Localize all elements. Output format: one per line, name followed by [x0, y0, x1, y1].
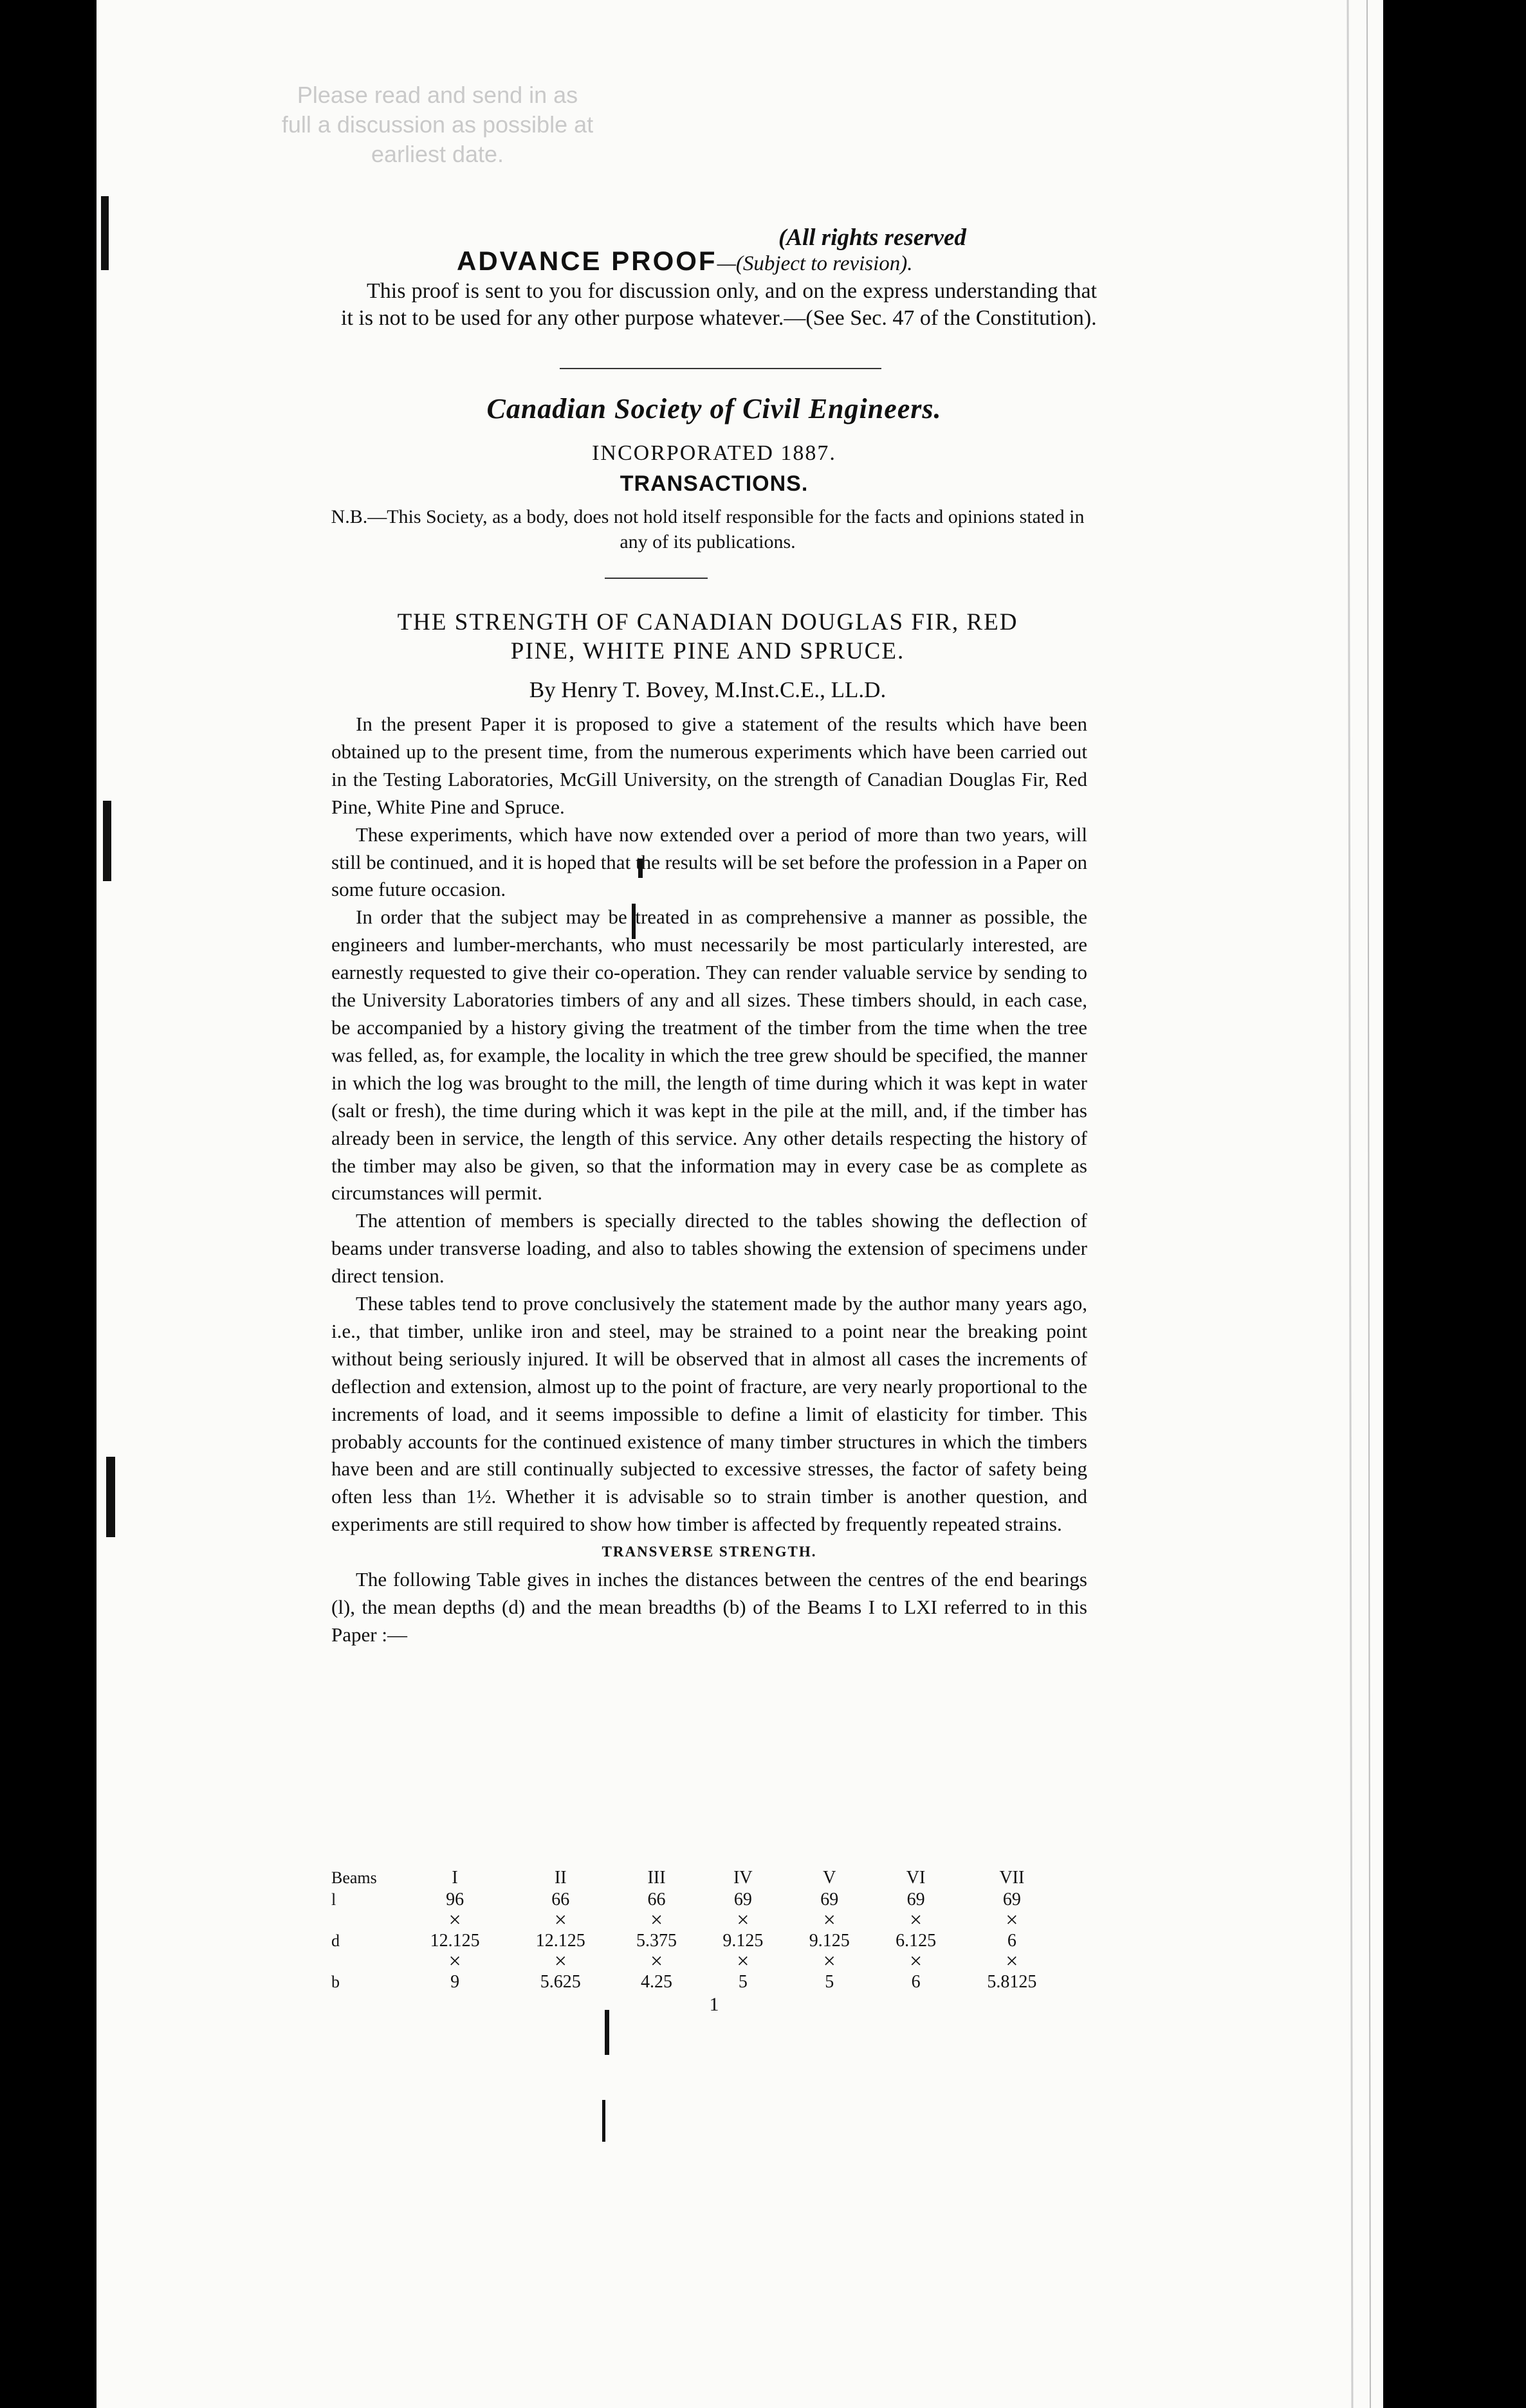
table-cell: 69: [820, 1890, 839, 1910]
column-header: VI: [906, 1868, 926, 1888]
row-label: d: [331, 1931, 340, 1950]
divider-rule: [560, 368, 881, 369]
transactions-heading: TRANSACTIONS.: [620, 471, 809, 496]
proof-notice: This proof is sent to you for discussion only, and on the express understanding that it is not to be used for any other purpose whatever.—(See Sec. 47 of the Constitution).: [341, 279, 1097, 330]
times-symbol: ×: [554, 1949, 567, 1973]
column-header: V: [823, 1868, 836, 1888]
table-cell: 69: [733, 1890, 752, 1910]
times-symbol: ×: [1006, 1908, 1018, 1932]
table-cell: 69: [1002, 1890, 1021, 1910]
times-symbol: ×: [823, 1949, 836, 1973]
column-header: IV: [733, 1868, 753, 1888]
author-byline: By Henry T. Bovey, M.Inst.C.E., LL.D.: [529, 677, 887, 702]
times-symbol: ×: [554, 1908, 567, 1932]
table-cell: 5.375: [636, 1931, 677, 1951]
table-cell: 69: [906, 1890, 925, 1910]
row-label: l: [331, 1890, 336, 1909]
table-cell: 9.125: [722, 1931, 764, 1951]
divider-rule: [605, 578, 708, 579]
paragraph: The attention of members is specially directed to the tables showing the deflection of beams under transverse loading, and also to tables showing the extension of specimens under direct tension.: [331, 1209, 1087, 1288]
column-header: II: [554, 1868, 567, 1888]
advance-proof-heading: ADVANCE PROOF—(Subject to revision).: [457, 246, 913, 276]
table-cell: 6: [1007, 1931, 1016, 1951]
column-header: III: [647, 1868, 666, 1888]
table-row: [331, 1889, 1065, 1911]
beams-table: [331, 1867, 1065, 1993]
times-symbol: ×: [737, 1949, 749, 1973]
paragraph: In order that the subject may be treated in as comprehensive a manner as possible, the engineers and lumber-merchants, who must necessarily be most particularly interested, are earnestly requested to give their co-operation. They can render valuable service by sending to the University Laboratories timbers of any and all sizes. These timbers should, in each case, be accompanied by a history giving the treatment of the timber from the time when the tree was felled, as, for example, the locality in which the tree grew should be specified, the manner in which the log was brought to the mill, the length of time during which it was kept in water (salt or fresh), the time during which it was kept in the pile at the mill, and, if the timber has already been in service, the length of this service. Any other details respecting the history of the timber may also be given, so that the information may in every case be as complete as circumstances will permit.: [331, 906, 1087, 1205]
scan-edge-mark: [106, 1457, 115, 1537]
table-cell: 66: [647, 1890, 666, 1910]
times-symbol: ×: [909, 1949, 923, 1973]
page-number: 1: [709, 1994, 719, 2015]
table-row: [331, 1971, 1065, 1993]
table-cell: 12.125: [535, 1931, 585, 1951]
scan-edge-mark: [101, 196, 109, 270]
table-cell: 66: [551, 1890, 570, 1910]
table-cell: 96: [446, 1890, 464, 1910]
handstamp-note: Please read and send in as full a discussion as possible at earliest date.: [281, 82, 594, 167]
table-cell: 5.625: [540, 1972, 581, 1992]
table-cell: 4.25: [641, 1972, 673, 1992]
times-row: [331, 1952, 1065, 1971]
table-row: [331, 1930, 1065, 1952]
table-header-row: [331, 1867, 1065, 1889]
table-cell: 12.125: [430, 1931, 480, 1951]
times-row: [331, 1911, 1065, 1930]
table-cell: 9.125: [809, 1931, 850, 1951]
table-header-label: Beams: [331, 1868, 377, 1887]
table-cell: 6: [911, 1972, 921, 1992]
table-cell: 9: [450, 1972, 460, 1992]
times-symbol: ×: [448, 1949, 461, 1973]
times-symbol: ×: [1006, 1949, 1018, 1973]
paper-title: THE STRENGTH OF CANADIAN DOUGLAS FIR, RED PINE, WHITE PINE AND SPRUCE.: [397, 609, 1018, 664]
paragraph: The following Table gives in inches the distances between the centres of the end bearings (l), the mean depths (d) and the mean breadths (b) of the Beams I to LXI referred to in this Paper :—: [331, 1568, 1087, 1646]
section-subheading: TRANSVERSE STRENGTH.: [602, 1544, 817, 1560]
scan-edge-mark: [103, 801, 111, 881]
times-symbol: ×: [650, 1908, 663, 1932]
times-symbol: ×: [448, 1908, 461, 1932]
document-page: [97, 0, 1383, 2408]
nb-disclaimer: N.B.—This Society, as a body, does not hold itself responsible for the facts and opinions stated in any of its publications.: [331, 506, 1085, 552]
times-symbol: ×: [650, 1949, 663, 1973]
column-header: VII: [999, 1868, 1025, 1888]
paragraph: These experiments, which have now extended over a period of more than two years, will still be continued, and it is hoped that the results will be set before the profession in a Paper on some future occasion.: [331, 823, 1087, 901]
table-cell: 5: [738, 1972, 748, 1992]
table-cell: 6.125: [896, 1931, 937, 1951]
incorporated-line: INCORPORATED 1887.: [592, 441, 836, 465]
paragraph: In the present Paper it is proposed to give a statement of the results which have been obtained up to the present time, from the numerous experiments which have been carried out in the Testing Laboratories, McGill University, on the strength of Canadian Douglas Fir, Red Pine, White Pine and Spruce.: [331, 713, 1087, 818]
rights-reserved: (All rights reserved: [778, 224, 966, 251]
times-symbol: ×: [909, 1908, 923, 1932]
paragraph: These tables tend to prove conclusively the statement made by the author many years ago, i.e., that timber, unlike iron and steel, may be strained to a point near the breaking point without being seriously injured. It will be observed that in almost all cases the increments of deflection and extension, almost up to the point of fracture, are very nearly proportional to the increments of load, and it seems impossible to define a limit of elasticity for timber. This probably accounts for the continued existence of many timber structures in which the timbers have been and are still continually subjected to excessive stresses, the factor of safety being often less than 1½. Whether it is advisable so to strain timber is another question, and experiments are still required to show how timber is affected by frequently repeated strains.: [331, 1292, 1087, 1536]
times-symbol: ×: [737, 1908, 749, 1932]
column-header: I: [452, 1868, 458, 1888]
society-name: Canadian Society of Civil Engineers.: [486, 393, 942, 424]
table-cell: 5.8125: [987, 1972, 1037, 1992]
paper-body: [331, 711, 1087, 1649]
row-label: b: [331, 1973, 340, 1991]
scan-edge-mark: [605, 2010, 609, 2055]
table-cell: 5: [825, 1972, 834, 1992]
times-symbol: ×: [823, 1908, 836, 1932]
scan-edge-mark: [602, 2100, 605, 2142]
